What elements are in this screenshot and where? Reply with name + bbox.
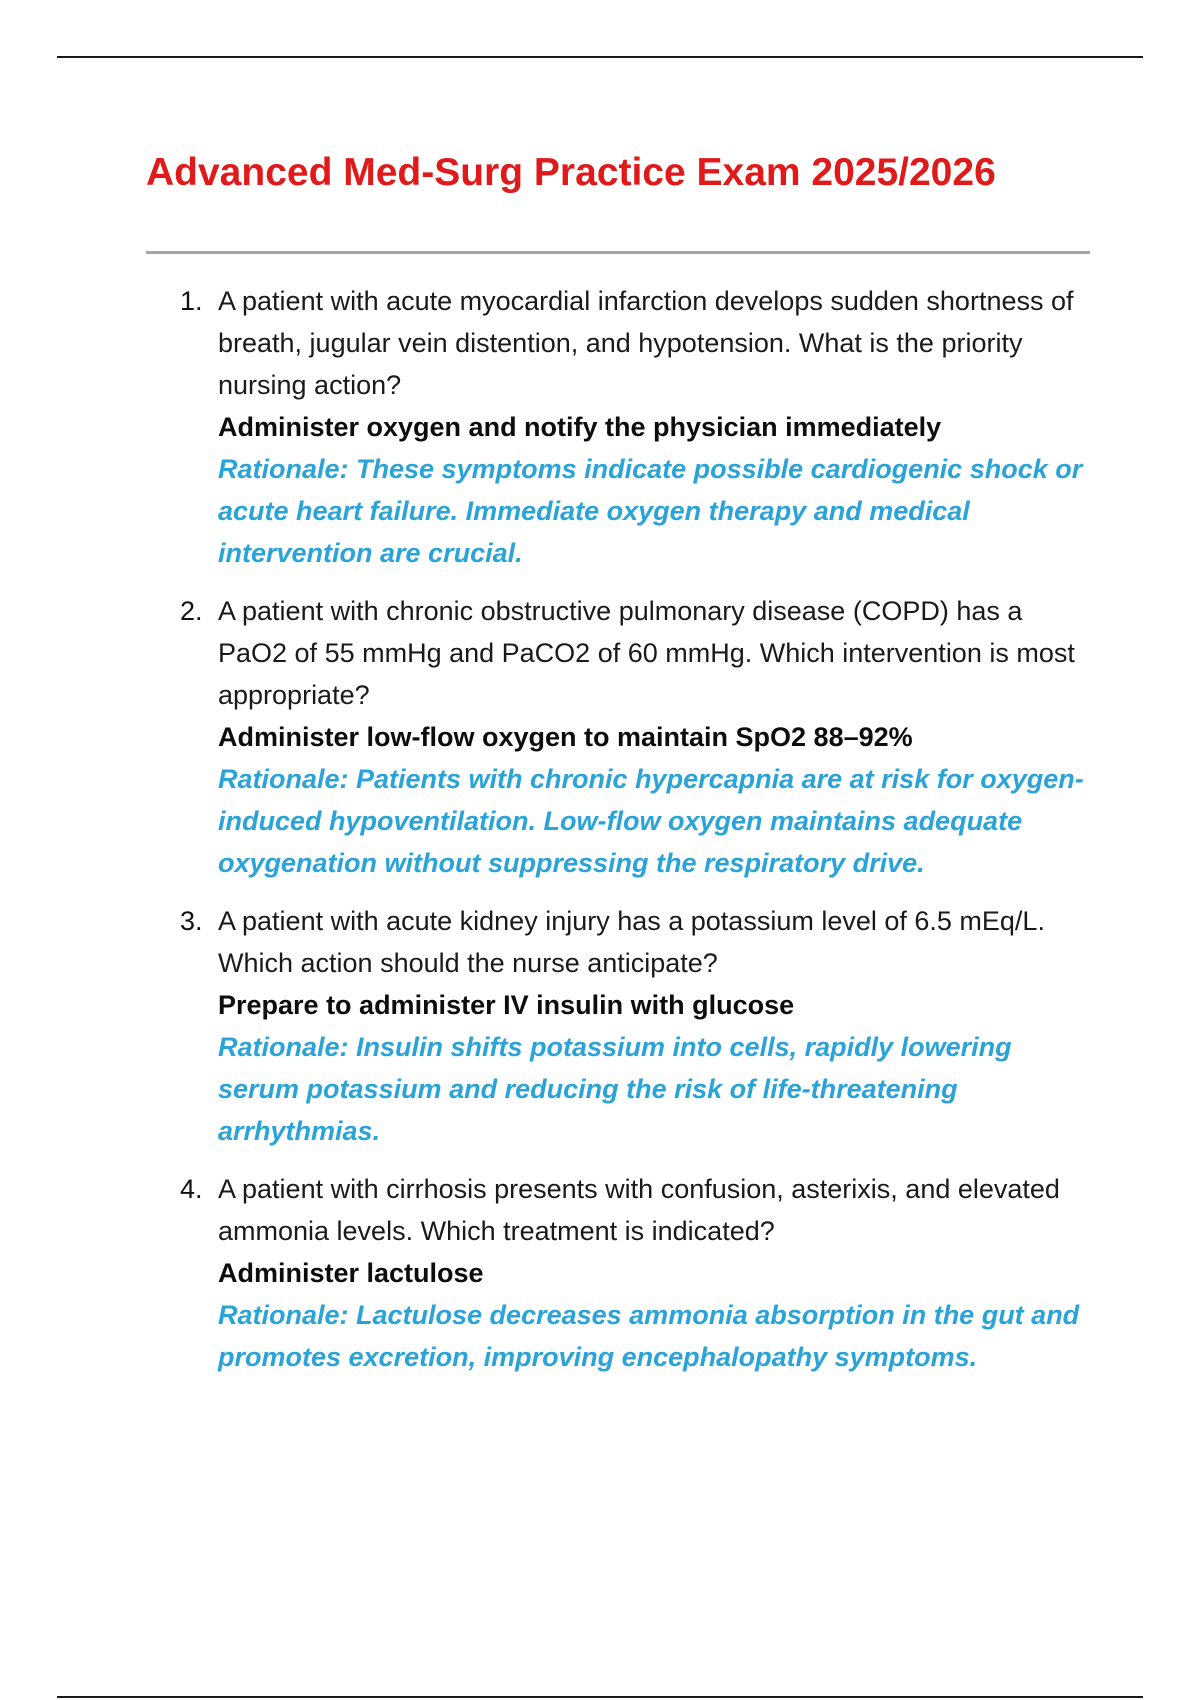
document-title: Advanced Med-Surg Practice Exam 2025/2026 [146,151,996,194]
page-top-rule [57,56,1143,58]
question-number: 1. [180,286,203,316]
question-rationale: Rationale: These symptoms indicate possible cardiogenic shock or acute heart failure. Immediate oxygen therapy and medical intervention are crucial. [218,454,1083,568]
question-answer: Administer low-flow oxygen to maintain SpO2 88–92% [218,722,913,752]
question-text: A patient with acute kidney injury has a potassium level of 6.5 mEq/L. Which action should the nurse anticipate? [218,906,1045,978]
question-number: 3. [180,906,203,936]
question-answer: Administer oxygen and notify the physician immediately [218,412,942,442]
question-item [0,1168,1098,1378]
question-item [0,900,1098,1152]
question-list [0,280,1200,1394]
question-rationale: Rationale: Insulin shifts potassium into cells, rapidly lowering serum potassium and reducing the risk of life-threatening arrhythmias. [218,1032,1012,1146]
question-rationale: Rationale: Lactulose decreases ammonia absorption in the gut and promotes excretion, improving encephalopathy symptoms. [218,1300,1080,1372]
question-rationale: Rationale: Patients with chronic hypercapnia are at risk for oxygen-induced hypoventilation. Low-flow oxygen maintains adequate oxygenation without suppressing the respiratory drive. [218,764,1084,878]
question-text: A patient with chronic obstructive pulmonary disease (COPD) has a PaO2 of 55 mmHg and PaCO2 of 60 mmHg. Which intervention is most appropriate? [218,596,1075,710]
question-item [0,590,1098,884]
question-answer: Prepare to administer IV insulin with glucose [218,990,795,1020]
title-divider [146,251,1090,254]
page-bottom-rule [57,1696,1143,1698]
question-item [0,280,1098,574]
question-number: 2. [180,596,203,626]
question-answer: Administer lactulose [218,1258,484,1288]
question-number: 4. [180,1174,203,1204]
question-text: A patient with cirrhosis presents with confusion, asterixis, and elevated ammonia levels. Which treatment is indicated? [218,1174,1060,1246]
question-text: A patient with acute myocardial infarction develops sudden shortness of breath, jugular vein distention, and hypotension. What is the priority nursing action? [218,286,1074,400]
